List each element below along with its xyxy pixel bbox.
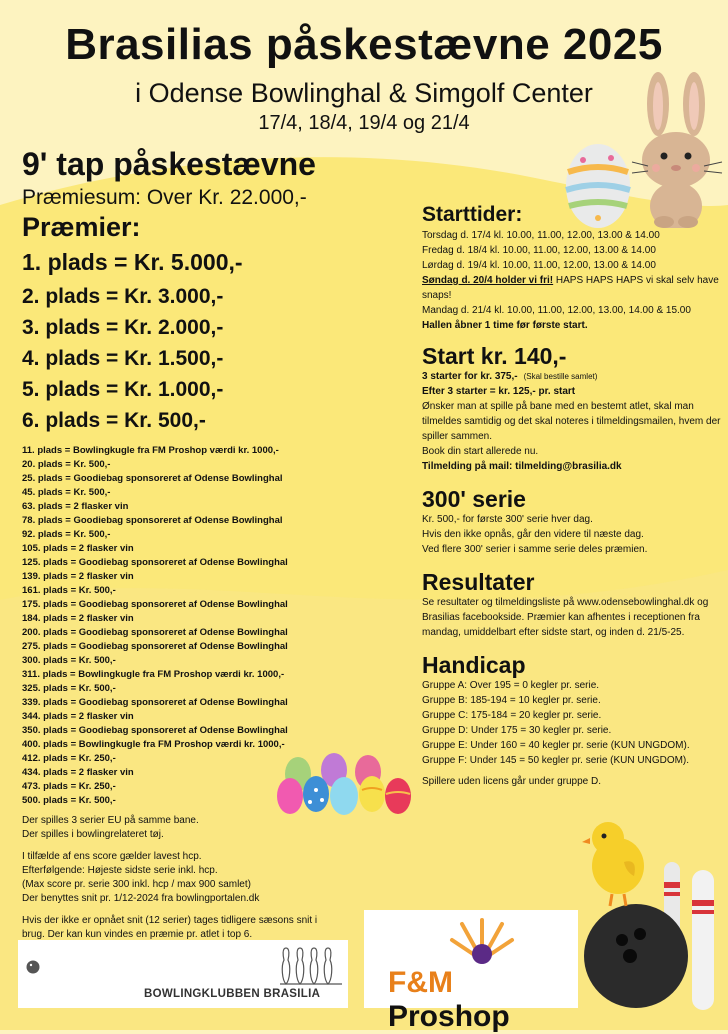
signup-mail: Tilmelding på mail: tilmelding@brasilia.dk [422, 461, 622, 472]
prize-sum: Præmiesum: Over Kr. 22.000,- [22, 186, 307, 209]
extra-prize-item: 344. plads = 2 flasker vin [22, 711, 134, 722]
start-price-heading: Start kr. 140,- [422, 343, 567, 369]
main-prize-item: 3. plads = Kr. 2.000,- [22, 316, 224, 339]
three-starts-offer [422, 369, 722, 384]
main-prize-item: 1. plads = Kr. 5.000,- [22, 249, 243, 275]
extra-prize-item: 11. plads = Bowlingkugle fra FM Proshop værdi kr. 1000,- [22, 445, 279, 456]
extra-prize-item: 139. plads = 2 flasker vin [22, 571, 134, 582]
sunburst-icon [448, 914, 516, 966]
starttider-heading: Starttider: [422, 203, 523, 226]
extra-prize-item: 434. plads = 2 flasker vin [22, 767, 134, 778]
handicap-group: Gruppe C: 175-184 = 20 kegler pr. serie. [422, 710, 602, 721]
extra-prize-item: 473. plads = Kr. 250,- [22, 781, 116, 792]
extra-prize-item: 350. plads = Goodiebag sponsoreret af Odense Bowlinghal [22, 725, 288, 736]
start-time-line: Fredag d. 18/4 kl. 10.00, 11.00, 12.00, 13.00 & 14.00 [422, 245, 656, 256]
prizes-heading: Præmier: [22, 212, 141, 242]
sunday-note-rest: HAPS HAPS HAPS vi skal selv have snaps! [422, 275, 719, 301]
main-prize-item: 6. plads = Kr. 500,- [22, 409, 206, 432]
handicap-group: Gruppe B: 185-194 = 10 kegler pr. serie. [422, 695, 601, 706]
handicap-group: Gruppe E: Under 160 = 40 kegler pr. serie (KUN UNGDOM). [422, 740, 690, 751]
event-dates: 17/4, 18/4, 19/4 og 21/4 [258, 112, 470, 134]
extra-prize-item: 45. plads = Kr. 500,- [22, 487, 111, 498]
results-text: Se resultater og tilmeldingsliste på www.odensebowlinghal.dk og Brasilias facebookside. Præmier kan afhentes i receptionen fra mandag, umiddelbart efter sidste start, og inden d. 21/5-25. [422, 597, 709, 638]
chick-bowling-illustration [580, 822, 726, 1018]
rule-line: Hvis der ikke er opnået snit (12 serier) tages tidligere sæsons snit i brug. Der kan kun vindes en præmie pr. atlet i top 6. [22, 915, 318, 940]
extra-prize-item: 92. plads = Kr. 500,- [22, 529, 111, 540]
easter-eggs-basket-icon [276, 750, 414, 818]
serie300-line: Hvis den ikke opnås, går den videre til næste dag. [422, 529, 644, 540]
extra-prize-item: 200. plads = Goodiebag sponsoreret af Odense Bowlinghal [22, 627, 288, 638]
start-time-line: Mandag d. 21/4 kl. 10.00, 11.00, 12.00, 13.00, 14.00 & 15.00 [422, 305, 691, 316]
handicap-group: Gruppe F: Under 145 = 50 kegler pr. serie (KUN UNGDOM). [422, 755, 690, 766]
start-time-line: Torsdag d. 17/4 kl. 10.00, 11.00, 12.00, 13.00 & 14.00 [422, 230, 660, 241]
info-section [422, 202, 722, 789]
handicap-note: Spillere uden licens går under gruppe D. [422, 776, 601, 787]
extra-prize-item: 25. plads = Goodiebag sponsoreret af Odense Bowlinghal [22, 473, 283, 484]
extra-prize-item: 412. plads = Kr. 250,- [22, 753, 116, 764]
extra-prize-item: 300. plads = Kr. 500,- [22, 655, 116, 666]
results-heading: Resultater [422, 569, 535, 595]
rule-line: I tilfælde af ens score gælder lavest hcp. [22, 851, 202, 862]
bowling-pins-icon [280, 946, 342, 986]
rule-line: Der benyttes snit pr. 1/12-2024 fra bowlingportalen.dk [22, 893, 260, 904]
extra-prize-item: 161. plads = Kr. 500,- [22, 585, 116, 596]
bowling-ball-icon [26, 960, 40, 974]
extra-prize-item: 63. plads = 2 flasker vin [22, 501, 129, 512]
rules-notes [22, 814, 322, 942]
extra-prize-item: 184. plads = 2 flasker vin [22, 613, 134, 624]
extra-prize-item: 500. plads = Kr. 500,- [22, 795, 116, 806]
venue-subtitle: i Odense Bowlinghal & Simgolf Center [135, 78, 593, 108]
serie300-line: Kr. 500,- for første 300' serie hver dag. [422, 514, 593, 525]
serie300-heading: 300' serie [422, 486, 526, 512]
club-logo [18, 940, 348, 1008]
sunday-note [422, 273, 722, 303]
extra-prize-item: 325. plads = Kr. 500,- [22, 683, 116, 694]
proshop-logo [364, 910, 578, 1033]
three-starts-note: (Skal bestille samlet) [523, 372, 598, 381]
proshop-word: Proshop [388, 1000, 510, 1033]
three-starts-text: 3 starter for kr. 375,- [422, 371, 518, 382]
club-logo-text: BOWLINGKLUBBEN BRASILIA [144, 988, 321, 1000]
serie300-line: Ved flere 300' serier i samme serie deles præmien. [422, 544, 648, 555]
handicap-group: Gruppe D: Under 175 = 30 kegler pr. serie. [422, 725, 612, 736]
handicap-group: Gruppe A: Over 195 = 0 kegler pr. serie. [422, 680, 600, 691]
extra-prize-item: 20. plads = Kr. 500,- [22, 459, 111, 470]
sunday-note-bold: Søndag d. 20/4 holder vi fri! [422, 275, 554, 286]
main-prize-item: 2. plads = Kr. 3.000,- [22, 285, 224, 308]
extra-prize-item: 175. plads = Goodiebag sponsoreret af Odense Bowlinghal [22, 599, 288, 610]
rule-line: Der spilles i bowlingrelateret tøj. [22, 829, 164, 840]
main-prize-item: 4. plads = Kr. 1.500,- [22, 347, 224, 370]
extra-prize-item: 78. plads = Goodiebag sponsoreret af Odense Bowlinghal [22, 515, 283, 526]
extra-prize-item: 400. plads = Bowlingkugle fra FM Proshop værdi kr. 1000,- [22, 739, 285, 750]
rule-line: (Max score pr. serie 300 inkl. hcp / max 900 samlet) [22, 879, 251, 890]
extra-prize-item: 275. plads = Goodiebag sponsoreret af Odense Bowlinghal [22, 641, 288, 652]
handicap-heading: Handicap [422, 652, 526, 678]
main-prize-item: 5. plads = Kr. 1.000,- [22, 378, 224, 401]
main-prize-list [22, 247, 392, 436]
hall-opening-note: Hallen åbner 1 time før første start. [422, 320, 588, 331]
page-title: Brasilias påskestævne 2025 [65, 20, 663, 69]
proshop-fm: F&M [388, 966, 453, 999]
tournament-title: 9' tap påskestævne [22, 146, 316, 182]
start-time-line: Lørdag d. 19/4 kl. 10.00, 11.00, 12.00, 13.00 & 14.00 [422, 260, 656, 271]
extra-prize-item: 311. plads = Bowlingkugle fra FM Proshop værdi kr. 1000,- [22, 669, 285, 680]
after-three-starts: Efter 3 starter = kr. 125,- pr. start [422, 386, 576, 397]
proshop-logo-text [388, 966, 578, 1034]
rule-line: Der spilles 3 serier EU på samme bane. [22, 815, 199, 826]
start-description: Ønsker man at spille på bane med en bestemt atlet, skal man tilmeldes samtidig og det skal noteres i tilmeldingsmailen, hvem der spiller sammen. [422, 401, 721, 442]
rule-line: Efterfølgende: Højeste sidste serie inkl. hcp. [22, 865, 218, 876]
extra-prize-item: 125. plads = Goodiebag sponsoreret af Odense Bowlinghal [22, 557, 288, 568]
extra-prize-item: 105. plads = 2 flasker vin [22, 543, 134, 554]
extra-prize-item: 339. plads = Goodiebag sponsoreret af Odense Bowlinghal [22, 697, 288, 708]
tournament-section [22, 146, 392, 950]
book-note: Book din start allerede nu. [422, 446, 539, 457]
